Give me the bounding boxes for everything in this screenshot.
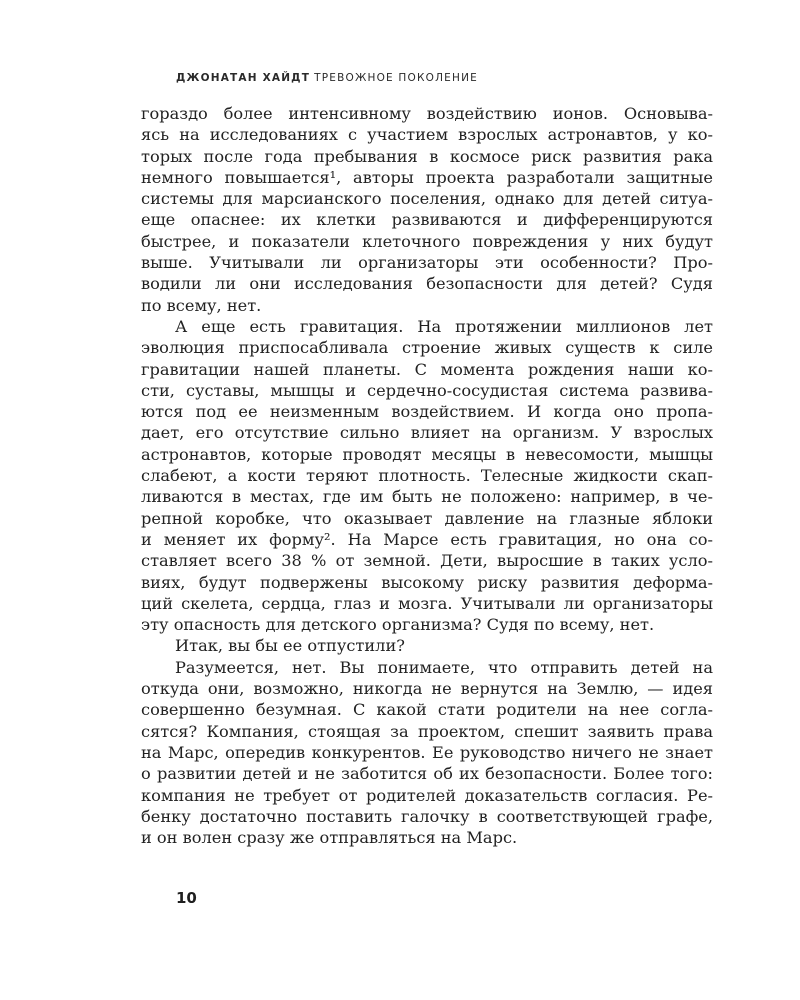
text-line: еще опаснее: их клетки развиваются и дифференцируются — [141, 210, 713, 230]
text-line: о развитии детей и не заботится об их безопасности. Более того: — [141, 764, 713, 784]
text-line: ются под ее неизменным воздействием. И когда оно пропа- — [141, 402, 713, 422]
body-text — [141, 103, 713, 848]
text-line: гравитации нашей планеты. С момента рождения наши ко- — [141, 359, 713, 379]
text-line: совершенно безумная. С какой стати родители на нее согла- — [141, 700, 713, 720]
page-number: 10 — [176, 889, 197, 907]
text-line: ливаются в местах, где им быть не положено: например, в че- — [141, 487, 713, 507]
text-line: бенку достаточно поставить галочку в соответствующей графе, — [141, 806, 713, 826]
text-line: и меняет их форму². На Марсе есть гравитация, но она со- — [141, 529, 713, 549]
header-author: ДЖОНАТАН ХАЙДТ — [176, 72, 311, 84]
text-line: и он волен сразу же отправляться на Марс. — [141, 828, 518, 848]
text-line: сятся? Компания, стоящая за проектом, спешит заявить права — [141, 721, 713, 741]
text-line: по всему, нет. — [141, 295, 262, 315]
text-line: астронавтов, которые проводят месяцы в невесомости, мышцы — [141, 444, 713, 464]
text-line: водили ли они исследования безопасности для детей? Судя — [141, 274, 713, 294]
text-line: эволюция приспосабливала строение живых существ к силе — [141, 338, 713, 358]
text-line: откуда они, возможно, никогда не вернутся на Землю, — идея — [141, 679, 713, 699]
text-line: А еще есть гравитация. На протяжении миллионов лет — [175, 316, 713, 336]
text-line: виях, будут подвержены высокому риску развития деформа- — [141, 572, 713, 592]
text-line: торых после года пребывания в космосе риск развития рака — [141, 146, 713, 166]
text-line: выше. Учитывали ли организаторы эти особенности? Про- — [141, 253, 713, 273]
text-line: Разумеется, нет. Вы понимаете, что отправить детей на — [175, 657, 713, 677]
text-line: на Марс, опередив конкурентов. Ее руководство ничего не знает — [141, 742, 713, 762]
text-line: слабеют, а кости теряют плотность. Телесные жидкости скап- — [141, 466, 713, 486]
text-line: ций скелета, сердца, глаз и мозга. Учитывали ли организаторы — [141, 593, 713, 613]
text-line: системы для марсианского поселения, однако для детей ситуа- — [141, 189, 713, 209]
text-line: немного повышается¹, авторы проекта разработали защитные — [141, 167, 713, 187]
text-line: компания не требует от родителей доказательств согласия. Ре- — [141, 785, 713, 805]
text-line: быстрее, и показатели клеточного повреждения у них будут — [141, 231, 713, 251]
text-line: ставляет всего 38 % от земной. Дети, выросшие в таких усло- — [141, 551, 713, 571]
text-line: эту опасность для детского организма? Судя по всему, нет. — [141, 615, 655, 635]
header-book-title: ТРЕВОЖНОЕ ПОКОЛЕНИЕ — [314, 72, 478, 84]
text-line: сти, суставы, мышцы и сердечно-сосудистая система развива- — [141, 380, 713, 400]
text-line: гораздо более интенсивному воздействию ионов. Основыва- — [141, 104, 713, 123]
text-line: дает, его отсутствие сильно влияет на организм. У взрослых — [141, 423, 713, 443]
running-header — [176, 72, 478, 84]
text-line: репной коробке, что оказывает давление на глазные яблоки — [141, 508, 713, 528]
text-line: ясь на исследованиях с участием взрослых астронавтов, у ко- — [141, 125, 713, 145]
text-line: Итак, вы бы ее отпустили? — [175, 636, 405, 656]
